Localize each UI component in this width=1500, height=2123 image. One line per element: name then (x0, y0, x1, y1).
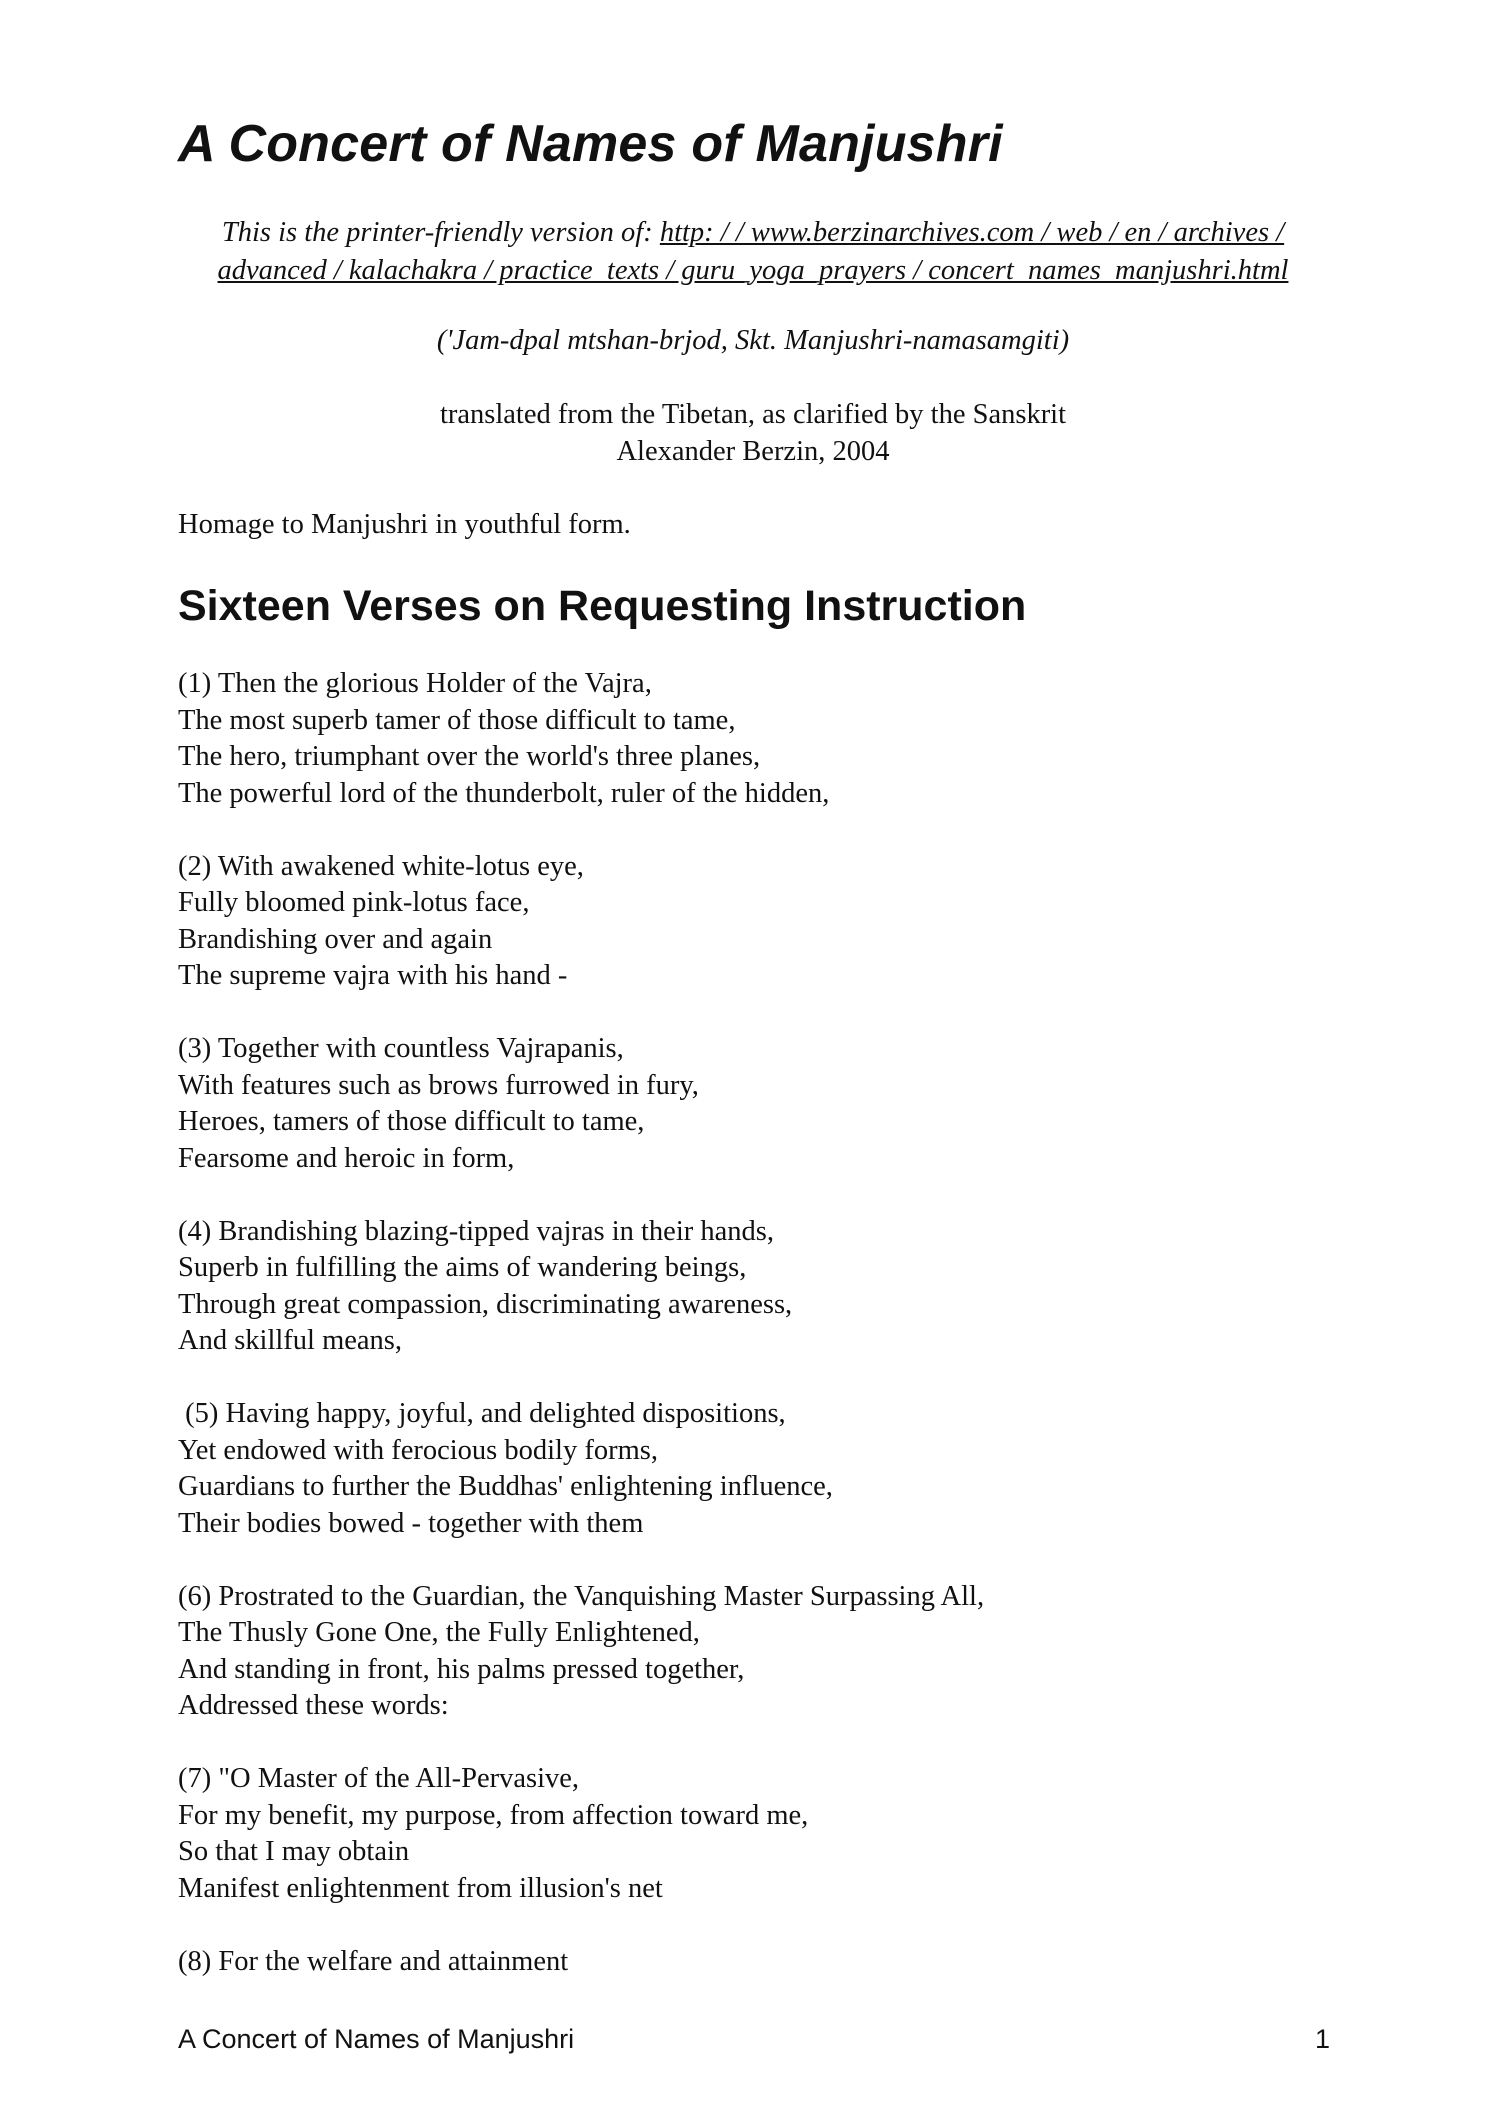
verse-line: And skillful means, (178, 1325, 403, 1356)
translator-line-2: Alexander Berzin, 2004 (616, 436, 890, 467)
footer-title: A Concert of Names of Manjushri (178, 2024, 575, 2054)
verse-line: The most superb tamer of those difficult to tame, (178, 704, 736, 736)
translator-credit (178, 396, 1328, 470)
verse-stanza (178, 1214, 1328, 1360)
verse-line: Fearsome and heroic in form, (178, 1142, 515, 1174)
verse-line: (3) Together with countless Vajrapanis, (178, 1033, 624, 1064)
verse-line: (1) Then the glorious Holder of the Vajra, (178, 668, 652, 699)
sanskrit-title: ('Jam-dpal mtshan-brjod, Skt. Manjushri-namasamgiti) (436, 325, 1070, 356)
verse-stanza (178, 849, 1328, 995)
verse-line: With features such as brows furrowed in fury, (178, 1069, 699, 1101)
verse-stanza (178, 1031, 1328, 1177)
document-title: A Concert of Names of Manjushri (178, 115, 1003, 173)
verse-line: (6) Prostrated to the Guardian, the Vanquishing Master Surpassing All, (178, 1580, 985, 1612)
verse-line: For my benefit, my purpose, from affection toward me, (178, 1799, 809, 1831)
verse-stanza (178, 1396, 1328, 1542)
homage-line: Homage to Manjushri in youthful form. (178, 509, 631, 540)
verse-line: The Thusly Gone One, the Fully Enlightened, (178, 1617, 700, 1648)
verse-line: Heroes, tamers of those difficult to tame, (178, 1106, 645, 1137)
verse-line: (4) Brandishing blazing-tipped vajras in their hands, (178, 1215, 774, 1247)
verse-line: (8) For the welfare and attainment (178, 1945, 569, 1977)
verse-line: Superb in fulfilling the aims of wandering beings, (178, 1252, 747, 1283)
verse-stanza (178, 1944, 1328, 1981)
page-number: 1 (1314, 2024, 1330, 2054)
verse-line: (7) "O Master of the All-Pervasive, (178, 1763, 580, 1794)
printer-note-prefix: This is the printer-friendly version of: (221, 217, 660, 248)
verse-line: (2) With awakened white-lotus eye, (178, 850, 584, 882)
verse-line: And standing in front, his palms pressed together, (178, 1653, 745, 1685)
verse-line: Guardians to further the Buddhas' enlightening influence, (178, 1471, 833, 1502)
verse-stanza (178, 1579, 1328, 1725)
verse-stanza (178, 666, 1328, 812)
verses-container (178, 666, 1328, 2017)
verse-line: (5) Having happy, joyful, and delighted dispositions, (178, 1398, 786, 1429)
verse-line: Yet endowed with ferocious bodily forms, (178, 1434, 658, 1466)
verse-line: The supreme vajra with his hand - (178, 960, 568, 991)
verse-line: Brandishing over and again (178, 923, 493, 955)
source-url-link-part2[interactable]: advanced / kalachakra / practice_texts / guru_yoga_prayers / concert_names_manjushri.html (217, 255, 1289, 286)
source-url-link-part1[interactable]: http: / / www.berzinarchives.com / web / en / archives / (659, 217, 1285, 248)
verse-line: Fully bloomed pink-lotus face, (178, 887, 530, 918)
printer-friendly-note (178, 214, 1328, 290)
verse-line: The hero, triumphant over the world's three planes, (178, 741, 761, 772)
verse-line: Manifest enlightenment from illusion's net (178, 1872, 663, 1904)
verse-line: Their bodies bowed - together with them (178, 1507, 644, 1539)
verse-line: So that I may obtain (178, 1836, 410, 1867)
verse-stanza (178, 1761, 1328, 1907)
verse-line: The powerful lord of the thunderbolt, ruler of the hidden, (178, 777, 830, 809)
verse-line: Through great compassion, discriminating awareness, (178, 1288, 793, 1320)
translator-line-1: translated from the Tibetan, as clarified by the Sanskrit (439, 399, 1067, 430)
section-heading: Sixteen Verses on Requesting Instruction (178, 582, 1027, 630)
verse-line: Addressed these words: (178, 1690, 449, 1721)
